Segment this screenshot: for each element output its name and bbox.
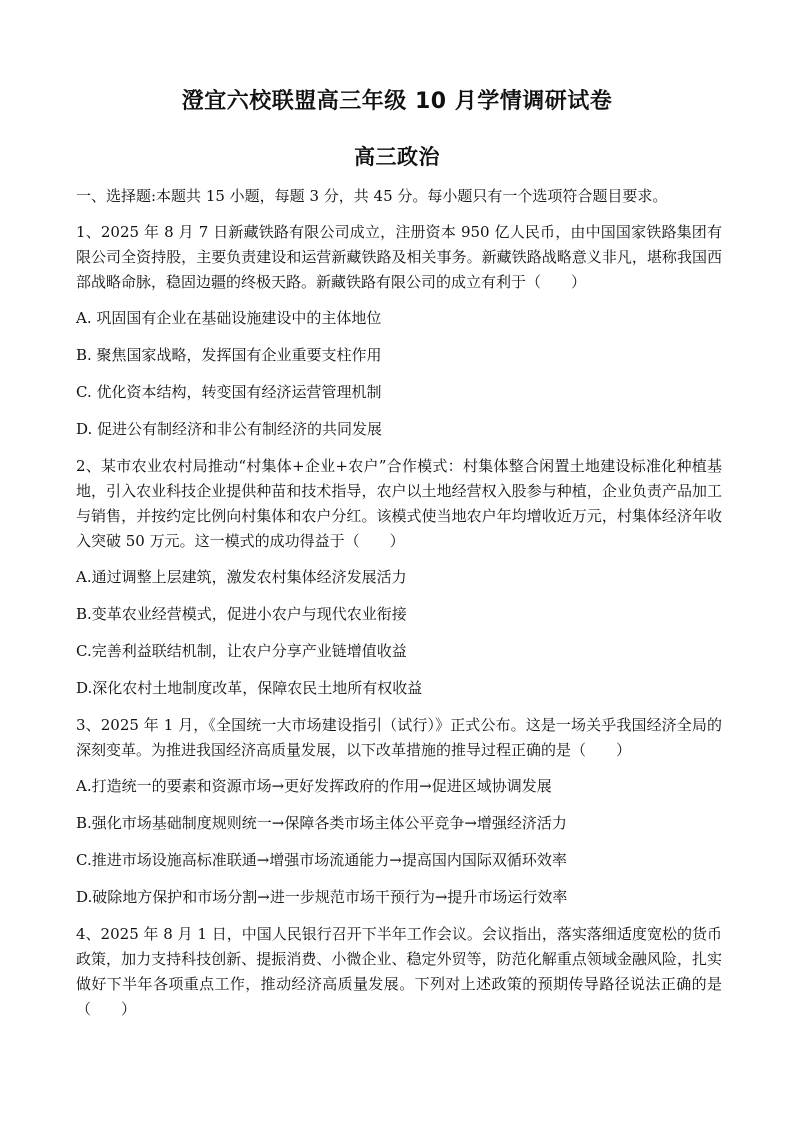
question-stem: 4、2025 年 8 月 1 日，中国人民银行召开下半年工作会议。会议指出，落实落细适度宽松的货币政策，加力支持科技创新、提振消费、小微企业、稳定外贸等，防范化解重点领域金融风险，扎实做好下半年各项重点工作，推动经济高质量发展。下列对上述政策的预期传导路径说法正确的是（ ） xyxy=(76,925,722,1018)
option-d: D.破除地方保护和市场分割→进一步规范市场干预行为→提升市场运行效率 xyxy=(76,888,568,906)
option-b: B. 聚焦国家战略，发挥国有企业重要支柱作用 xyxy=(76,346,382,364)
option-a: A.打造统一的要素和资源市场→更好发挥政府的作用→促进区域协调发展 xyxy=(76,777,552,795)
option-c: C.完善利益联结机制，让农户分享产业链增值收益 xyxy=(76,642,407,660)
section-heading: 一、选择题:本题共 15 小题，每题 3 分，共 45 分。每小题只有一个选项符合题目要求。 xyxy=(76,187,668,205)
exam-title: 澄宜六校联盟高三年级 10 月学情调研试卷 xyxy=(181,89,613,114)
option-b: B.变革农业经营模式，促进小农户与现代农业衔接 xyxy=(76,605,407,623)
option-d: D. 促进公有制经济和非公有制经济的共同发展 xyxy=(76,420,383,438)
question-stem: 1、2025 年 8 月 7 日新藏铁路有限公司成立，注册资本 950 亿人民币，由中国国家铁路集团有限公司全资持股，主要负责建设和运营新藏铁路及相关事务。新藏铁路战略意义非凡，堪称我国西部战略命脉，稳固边疆的终极天路。新藏铁路有限公司的成立有利于（ ） xyxy=(76,223,722,291)
option-d: D.深化农村土地制度改革，保障农民土地所有权收益 xyxy=(76,679,423,697)
exam-subject: 高三政治 xyxy=(354,145,440,169)
question-stem: 2、某市农业农村局推动“村集体+企业+农户”合作模式：村集体整合闲置土地建设标准化种植基地，引入农业科技企业提供种苗和技术指导，农户以土地经营权入股参与种植，企业负责产品加工与销售，并按约定比例向村集体和农户分红。该模式使当地农户年均增收近万元，村集体经济年收入突破 50 万元。这一模式的成功得益于（ ） xyxy=(76,457,722,550)
exam-body xyxy=(76,184,722,1033)
option-b: B.强化市场基础制度规则统一→保障各类市场主体公平竞争→增强经济活力 xyxy=(76,814,567,832)
question-2 xyxy=(76,454,722,701)
option-a: A. 巩固国有企业在基础设施建设中的主体地位 xyxy=(76,309,382,327)
option-c: C. 优化资本结构，转变国有经济运营管理机制 xyxy=(76,383,382,401)
option-a: A.通过调整上层建筑，激发农村集体经济发展活力 xyxy=(76,568,407,586)
question-1 xyxy=(76,220,722,442)
question-4 xyxy=(76,922,722,1022)
question-stem: 3、2025 年 1 月，《全国统一大市场建设指引（试行）》正式公布。这是一场关乎我国经济全局的深刻变革。为推进我国经济高质量发展，以下改革措施的推导过程正确的是（ ） xyxy=(76,716,722,759)
option-c: C.推进市场设施高标准联通→增强市场流通能力→提高国内国际双循环效率 xyxy=(76,851,567,869)
question-3 xyxy=(76,713,722,910)
